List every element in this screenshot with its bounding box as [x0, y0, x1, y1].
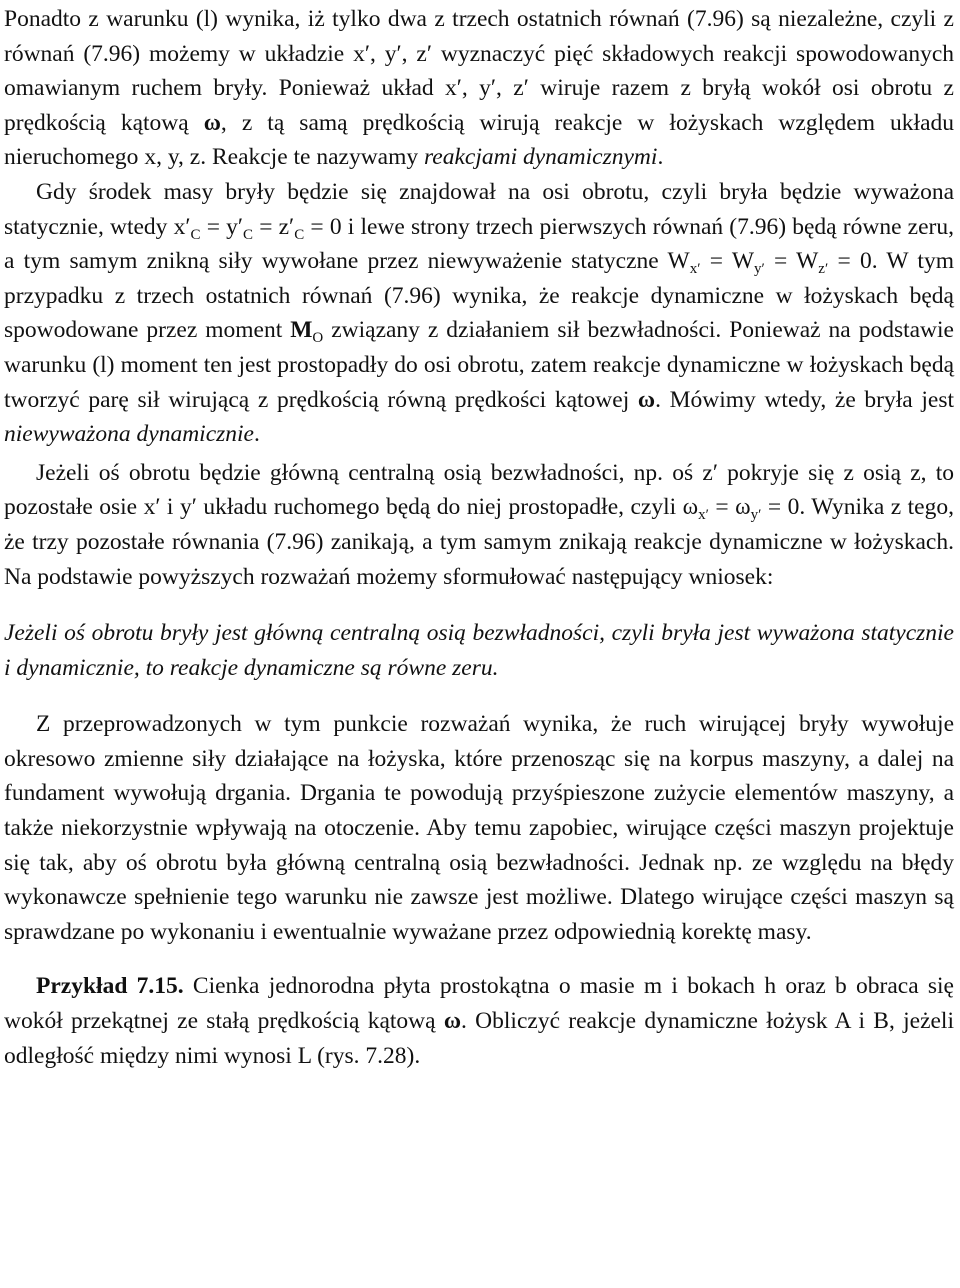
math-sub: z′	[818, 261, 829, 278]
text: . Obliczyć reakcje dynamiczne łożysk A i B, jeżeli odległość między nimi wynosi L (rys. 7.28).	[4, 1008, 954, 1069]
paragraph-reactions	[4, 2, 954, 175]
term-dynamic-reactions: reakcjami dynamicznymi	[424, 144, 658, 171]
paragraph-principal-axis	[4, 456, 954, 594]
text: wiruje razem z bryłą wokół osi obrotu z prędkością kątową	[4, 75, 954, 136]
math: = 0	[761, 494, 800, 521]
math-omega: ω	[637, 386, 656, 413]
math: = 0	[304, 213, 342, 240]
text: .	[253, 421, 260, 448]
example-label: Przykład 7.15.	[36, 973, 184, 1000]
math: = W	[700, 248, 754, 275]
text: i lewe strony trzech pierwszych równań (7.96) będą równe zeru, a tym samym znikną siły wywołane przez niewyważenie statyczne	[4, 213, 954, 275]
math: y′	[179, 494, 197, 521]
math: ω	[682, 494, 699, 521]
math-axes: x, y, z	[144, 144, 201, 171]
text: . W tym przypadku z trzech ostatnich równań (7.96) wynika, że reakcje dynamiczne w łożyskach będą spowodowane przez moment	[4, 248, 954, 344]
math-sub: y′	[750, 507, 762, 524]
text: Gdy środek masy bryły będzie się znajdował na osi obrotu, czyli bryła będzie wyważona statycznie, wtedy	[4, 178, 954, 240]
text: . Reakcje te nazywamy	[200, 144, 425, 171]
math-omega: ω	[203, 109, 221, 136]
math-moment: M	[290, 317, 313, 344]
math: = ω	[708, 494, 751, 521]
math-sub: y′	[754, 261, 765, 278]
text: Jeżeli oś obrotu będzie główną centralną osią bezwładności, np. oś	[36, 459, 703, 486]
math: z′	[702, 459, 718, 486]
example-paragraph	[4, 969, 954, 1073]
text: wyznaczyć pięć składowych reakcji spowodowanych omawianym ruchem bryły. Ponieważ układ	[4, 40, 954, 102]
math-sub: C	[190, 226, 201, 243]
math-axes: x′, y′, z′	[353, 40, 432, 67]
text: związany z działaniem sił bezwładności. Ponieważ na podstawie warunku (l) moment ten jest prostopadły do osi obrotu, zatem reakcje dynamiczne w łożyskach będą tworzyć parę sił wirującą z prędkością równą prędkości kątowej	[4, 317, 954, 413]
text: układu ruchomego będą do niej prostopadłe, czyli	[196, 494, 683, 521]
conclusion-statement: Jeżeli oś obrotu bryły jest główną centralną osią bezwładności, czyli bryła jest wyważona statycznie i dynamicznie, to reakcje dynamiczne są równe zeru.	[4, 620, 954, 681]
text: Ponadto z warunku (l) wynika, iż tylko dwa z trzech ostatnich równań (7.96) są niezależne, czyli z równań (7.96) możemy w układzie	[4, 6, 954, 67]
math-axes: x′, y′, z′	[445, 75, 529, 102]
text: , z tą samą prędkością wirują reakcje w łożyskach względem układu nieruchomego	[4, 109, 954, 171]
text: . Mówimy wtedy, że bryła jest	[655, 386, 955, 413]
math-sub: C	[294, 226, 305, 243]
term-dynamic-unbalance: niewyważona dynamicznie	[4, 421, 254, 448]
math: = 0	[828, 248, 872, 275]
math-sub: C	[243, 226, 254, 243]
math-sub: O	[312, 330, 324, 347]
math-omega: ω	[443, 1008, 462, 1035]
paragraph-static-balance	[4, 175, 954, 452]
text: i	[160, 494, 180, 521]
math: W	[667, 248, 690, 275]
math: = W	[764, 248, 819, 275]
math: = y′	[200, 213, 244, 240]
text: . Wynika z tego, że trzy pozostałe równania (7.96) zanikają, a tym samym znikają reakcje dynamiczne w łożyskach. Na podstawie powyższych rozważań możemy sformułować następujący wniosek:	[4, 494, 954, 590]
math: x′	[143, 494, 161, 521]
paragraph-vibrations: Z przeprowadzonych w tym punkcie rozważań wynika, że ruch wirującej bryły wywołuje okresowo zmienne siły działające na łożyska, które przenosząc się na korpus maszyny, a dalej na fundament wywołują drgania. Drgania te powodują przyśpieszone zużycie elementów maszyny, a także niekorzystnie wpływają na otoczenie. Aby temu zapobiec, wirujące części maszyn projektuje się tak, aby oś obrotu była główną centralną osią bezwładności. Jednak np. ze względu na błędy wykonawcze spełnienie tego warunku nie zawsze jest możliwe. Dlatego wirujące części maszyn są sprawdzane po wykonaniu i ewentualnie wyważane przez odpowiednią korektę masy.	[4, 711, 954, 945]
text: pokryje się z osią z, to pozostałe osie	[4, 459, 955, 521]
math-sub: x′	[698, 507, 709, 524]
text: Cienka jednorodna płyta prostokątna o masie m i bokach h oraz b obraca się wokół przekątnej ze stałą prędkością kątową	[4, 973, 954, 1035]
math: x′	[173, 213, 191, 240]
math: = z′	[253, 213, 295, 240]
text: .	[657, 144, 664, 171]
math-sub: x′	[689, 261, 701, 278]
